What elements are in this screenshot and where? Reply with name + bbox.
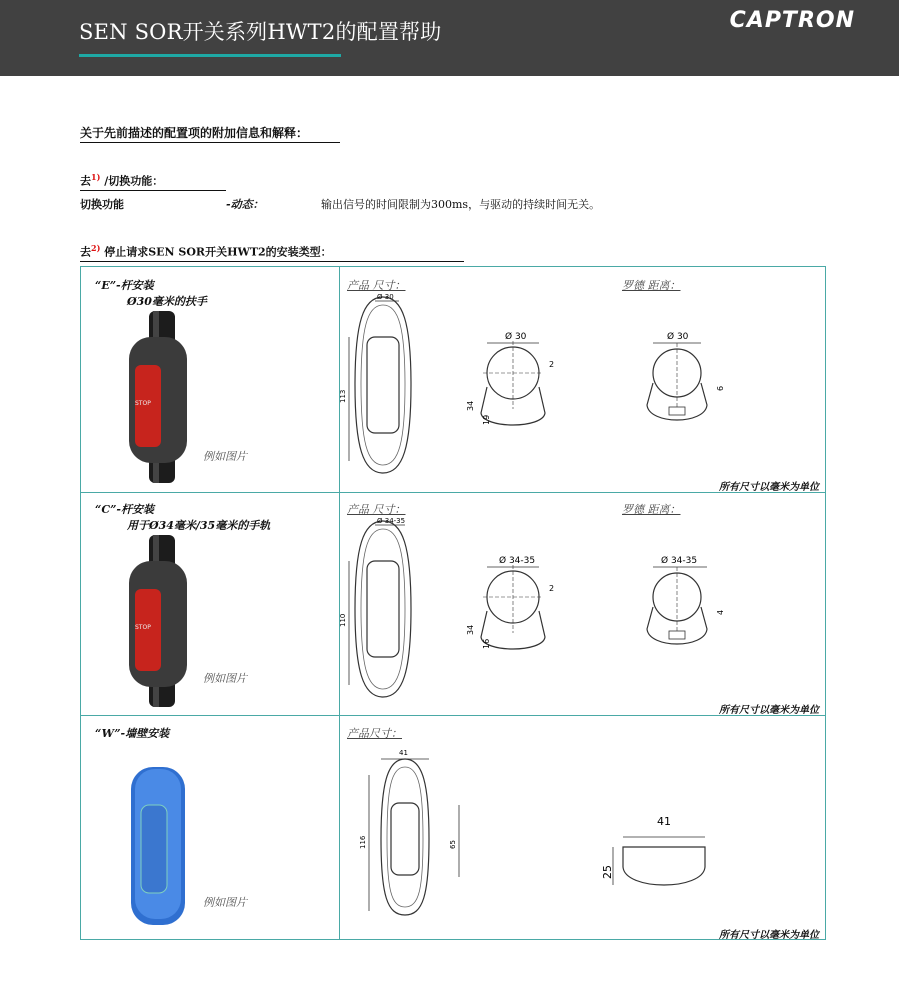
rod-distance-drawing-icon bbox=[627, 329, 737, 449]
example-image-caption: 例如图片 bbox=[203, 672, 247, 685]
mounting-types-table bbox=[80, 266, 826, 940]
dim-height-116: 116 bbox=[359, 835, 367, 849]
dim-height: 110 bbox=[339, 613, 347, 627]
title-underline bbox=[79, 54, 341, 57]
dim-side-25: 25 bbox=[601, 865, 614, 879]
dim-diameter: Ø 30 bbox=[505, 332, 527, 342]
switch-function-mode: -动态： bbox=[226, 198, 264, 211]
stop-button-photo-icon bbox=[125, 535, 195, 707]
units-note: 所有尺寸以毫米为单位 bbox=[719, 705, 819, 716]
dim-34: 34 bbox=[466, 624, 475, 635]
stop-button-photo-icon bbox=[125, 311, 195, 483]
mount-e-subtitle: Ø30毫米的扶手 bbox=[127, 295, 207, 308]
product-side-drawing-icon bbox=[453, 329, 563, 449]
table-row-divider bbox=[81, 492, 825, 493]
dim-wall: 2 bbox=[549, 584, 555, 593]
section2-title: 停止请求SEN SOR开关HWT2的安装类型： bbox=[100, 245, 332, 259]
product-front-drawing-icon bbox=[339, 293, 423, 479]
mount-c-title: “C”-杆安装 bbox=[95, 503, 154, 516]
dim-inner-65: 65 bbox=[449, 840, 457, 849]
rod-distance-label: 罗德 距离： bbox=[622, 503, 681, 516]
product-dimensions-label: 产品 尺寸： bbox=[347, 279, 406, 292]
dim-16: 16 bbox=[482, 638, 491, 649]
switch-function-label: 切换功能 bbox=[80, 198, 124, 211]
rod-dim-4: 4 bbox=[716, 609, 725, 615]
table-column-divider bbox=[339, 267, 340, 939]
dim-height: 113 bbox=[339, 389, 347, 403]
product-side-drawing-icon bbox=[453, 553, 563, 673]
mount-e-title: “E”-杆安装 bbox=[95, 279, 154, 292]
captron-logo: CAPTRON bbox=[729, 8, 855, 33]
wall-product-side-drawing-icon bbox=[603, 807, 723, 897]
dim-wall: 2 bbox=[549, 360, 555, 369]
page-title: SEN SOR开关系列HWT2的配置帮助 bbox=[79, 20, 442, 44]
example-image-caption: 例如图片 bbox=[203, 450, 247, 463]
mount-c-subtitle: 用于Ø34毫米/35毫米的手轨 bbox=[127, 519, 271, 532]
dim-top: Ø 30 bbox=[377, 293, 394, 301]
rod-distance-drawing-icon bbox=[627, 553, 737, 673]
switch-function-description: 输出信号的时间限制为300ms，与驱动的持续时间无关。 bbox=[321, 198, 601, 211]
product-front-drawing-icon bbox=[339, 517, 423, 703]
section1-prefix: 去 bbox=[80, 174, 91, 188]
section2-footnote-mark: 2) bbox=[91, 243, 101, 253]
rod-dim-6: 6 bbox=[716, 385, 725, 391]
table-row-divider bbox=[81, 715, 825, 716]
dim-top: Ø 34-35 bbox=[377, 517, 406, 525]
section2-prefix: 去 bbox=[80, 245, 91, 259]
blue-wall-switch-photo-icon bbox=[125, 765, 195, 927]
example-image-caption: 例如图片 bbox=[203, 896, 247, 909]
rod-distance-label: 罗德 距离： bbox=[622, 279, 681, 292]
section-mounting-type-heading bbox=[80, 243, 464, 262]
units-note: 所有尺寸以毫米为单位 bbox=[719, 482, 819, 493]
stop-label: STOP bbox=[135, 400, 151, 407]
stop-label: STOP bbox=[135, 624, 151, 631]
intro-heading: 关于先前描述的配置项的附加信息和解释： bbox=[80, 124, 340, 143]
product-dimensions-label: 产品尺寸： bbox=[347, 727, 402, 740]
dim-diameter: Ø 34-35 bbox=[499, 556, 536, 566]
section1-title: /切换功能： bbox=[100, 174, 164, 188]
rod-dim-diameter: Ø 34-35 bbox=[661, 556, 698, 566]
section-switch-function-heading bbox=[80, 172, 226, 191]
wall-product-front-drawing-icon bbox=[343, 745, 473, 921]
section1-footnote-mark: 1) bbox=[91, 172, 101, 182]
rod-dim-diameter: Ø 30 bbox=[667, 332, 689, 342]
product-dimensions-label: 产品 尺寸： bbox=[347, 503, 406, 516]
units-note: 所有尺寸以毫米为单位 bbox=[719, 930, 819, 941]
dim-width-41: 41 bbox=[399, 749, 408, 757]
mount-w-title: “W”-墙壁安装 bbox=[95, 727, 170, 740]
dim-34: 34 bbox=[466, 400, 475, 411]
dim-19: 19 bbox=[482, 414, 491, 425]
page-header bbox=[0, 0, 899, 76]
dim-side-41: 41 bbox=[657, 815, 671, 828]
